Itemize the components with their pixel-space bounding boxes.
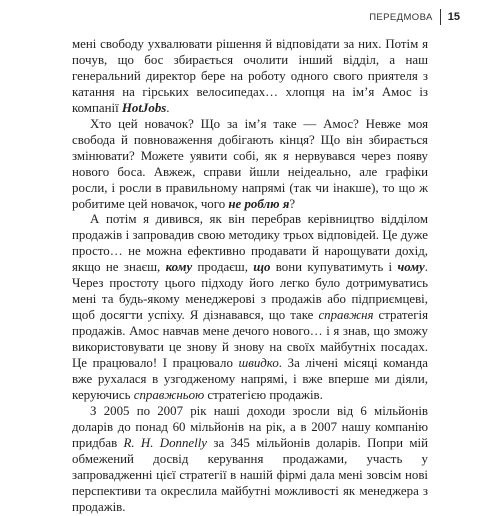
page-number: 15	[447, 11, 460, 23]
paragraph: мені свободу ухвалювати рішення й відповідати за них. Потім я почув, що бос збирається очолити інший відділ, а наш генеральний директор бере на роботу одного свого приятеля з катання на гірських велосипедах… хлопця на ім’я Амос із компанії HotJobs.	[72, 37, 428, 115]
running-header	[369, 9, 460, 25]
emphasis: чому	[397, 260, 425, 275]
header-divider	[440, 9, 441, 25]
emphasis: кому	[165, 260, 193, 275]
emphasis: HotJobs	[121, 100, 167, 115]
section-title: ПЕРЕДМОВА	[369, 11, 433, 23]
paragraph: З 2005 по 2007 рік наші доходи зросли від 6 мільйонів доларів до понад 60 мільйонів на рік, а в 2007 нашу компанію придбав R. H. Donnelly за 345 мільйонів доларів. Попри мій обмежений досвід керування продажами, участь у запровадженні цієї стратегії в нашій фірмі дала мені зовсім нові перспективи та окреслила майбутні можливості як менеджера з продажів.	[72, 403, 429, 514]
emphasis: швидко	[238, 356, 279, 371]
body-text	[72, 37, 428, 516]
paragraph: А потім я дивився, як він перебрав керівництво відділом продажів і запровадив свою методику трьох відповідей. Це дуже просто… не можна ефективно продавати й нарощувати дохід, якщо не знаєш, кому продаєш, що вони купуватимуть і чому. Через простоту цього підходу його легко було дотримуватись мені та будь-якому менеджерові з продажів або підприємцеві, щоб досягти успіху. Я дізнавався, що таке справжня стратегія продажів. Амос навчав мене дечого нового… і я знав, що зможу використовувати це знову й знову на своїх майбутніх посадах. Це працювало! І працювало швидко. За лічені місяці команда вже рухалася в узгодженому напрямі, і вже вперше ми діяли, керуючись справжньою стратегією продажів.	[72, 212, 428, 402]
emphasis: R. H. Donnelly	[123, 435, 208, 450]
emphasis: справжньою	[133, 387, 205, 402]
emphasis: не роблю я	[228, 196, 290, 211]
emphasis: що	[253, 260, 271, 275]
emphasis: справжня	[318, 308, 374, 323]
paragraph: Хто цей новачок? Що за ім’я таке — Амос? Невже моя свобода й повноваження добігають кінця? Що він збирається змінювати? Можете уявити собі, як я нервувався через появу нового боса. Авжеж, справи йшли неідеально, але графіки росли, і росли в правильному напрямі (так чи інакше), то що ж робитиме цей новачок, чого не роблю я?	[72, 116, 428, 211]
